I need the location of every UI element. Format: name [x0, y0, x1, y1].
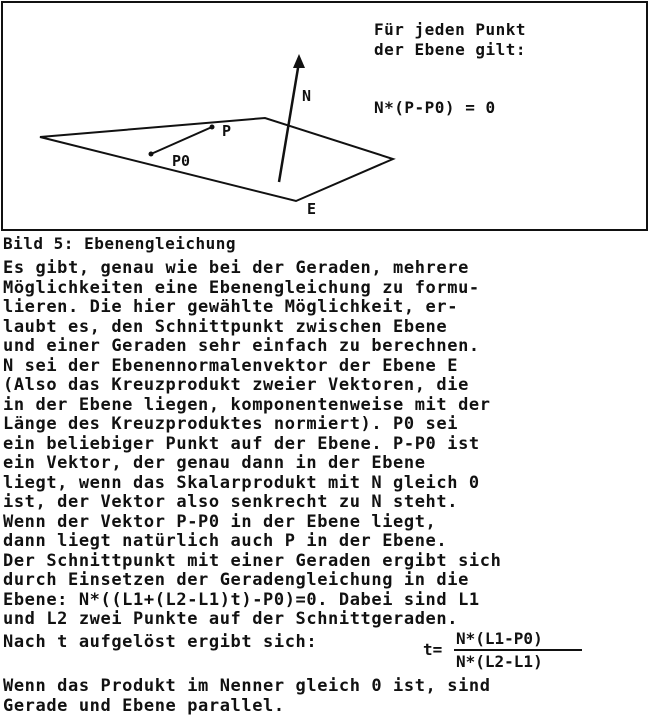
text-line: ein beliebiger Punkt auf der Ebene. P-P0 ist: [3, 433, 480, 454]
label-point-p: P: [222, 122, 232, 140]
text-line: Ebene: N*((L1+(L2-L1)t)-P0)=0. Dabei sind L1: [3, 589, 480, 610]
closing-paragraph: [3, 677, 663, 716]
text-line: Wenn das Produkt im Nenner gleich 0 ist, sind: [3, 676, 491, 696]
text-line: ein Vektor, der genau dann in der Ebene: [3, 453, 426, 473]
text-line: Möglichkeiten eine Ebenengleichung zu formu-: [3, 277, 480, 298]
text-line: durch Einsetzen der Geradengleichung in die: [3, 570, 469, 590]
normal-vector: [279, 62, 299, 182]
text-line: laubt es, den Schnittpunkt zwischen Ebene: [3, 316, 448, 337]
formula-prefix: Nach t aufgelöst ergibt sich:: [3, 632, 318, 652]
paragraph: [3, 259, 663, 630]
formula-numerator: N*(L1-P0): [456, 629, 543, 648]
label-point-p0: P0: [172, 152, 191, 170]
plane-equation: N*(P-P0) = 0: [374, 98, 496, 117]
text-line: ist, der Vektor also senkrecht zu N steht.: [3, 492, 459, 512]
text-line: und einer Geraden sehr einfach zu berechnen.: [3, 336, 480, 356]
figure-caption: Bild 5: Ebenengleichung: [3, 234, 237, 253]
plane-shape: [40, 118, 393, 201]
text-line: Es gibt, genau wie bei der Geraden, mehrere: [3, 258, 469, 278]
text-line: liegt, wenn das Skalarprodukt mit N gleich 0: [3, 472, 480, 493]
label-normal: N: [302, 87, 312, 105]
normal-arrowhead: [293, 54, 305, 68]
formula-lhs: t=: [423, 640, 443, 659]
formula-denominator: N*(L2-L1): [456, 652, 543, 671]
text-line: Der Schnittpunkt mit einer Geraden ergibt sich: [3, 550, 502, 571]
point-p0-dot: [149, 152, 154, 157]
text-line: Länge des Kreuzproduktes normiert). P0 sei: [3, 414, 459, 434]
label-plane-e: E: [307, 200, 317, 218]
text-line: in der Ebene liegen, komponentenweise mit der: [3, 394, 491, 415]
text-line: N sei der Ebenennormalenvektor der Ebene E: [3, 355, 459, 376]
statement-line-1: Für jeden Punkt: [374, 20, 526, 39]
fraction-bar: [454, 649, 582, 651]
point-p-dot: [210, 125, 215, 130]
solution-formula: [3, 627, 663, 673]
statement-line-2: der Ebene gilt:: [374, 40, 526, 59]
vector-p0-p: [151, 127, 212, 154]
text-line: lieren. Die hier gewählte Möglichkeit, er-: [3, 297, 459, 317]
text-line: Gerade und Ebene parallel.: [3, 695, 285, 716]
plane-diagram: [0, 0, 664, 235]
text-line: und L2 zwei Punkte auf der Schnittgeraden.: [3, 609, 459, 629]
text-line: (Also das Kreuzprodukt zweier Vektoren, die: [3, 375, 469, 395]
text-line: Wenn der Vektor P-P0 in der Ebene liegt,: [3, 511, 437, 532]
text-line: dann liegt natürlich auch P in der Ebene.: [3, 531, 448, 551]
